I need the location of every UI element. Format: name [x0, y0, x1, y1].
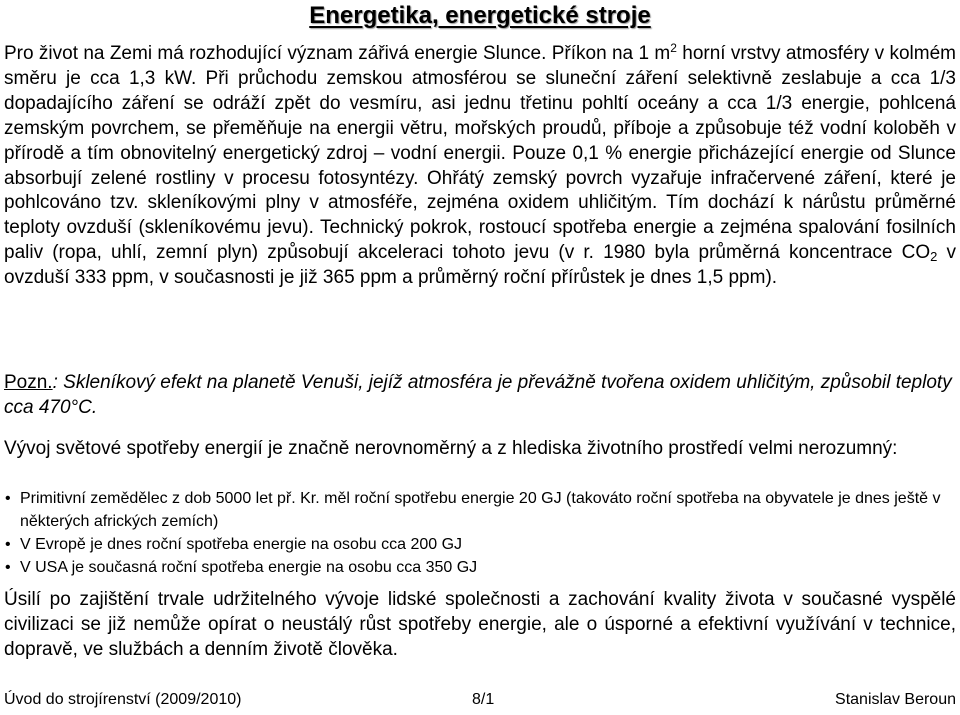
consumption-list [4, 487, 956, 579]
footer-page-number: 8/1 [472, 691, 495, 708]
footer [0, 689, 960, 711]
footer-course: Úvod do strojírenství (2009/2010) [4, 691, 242, 708]
superscript-2: 2 [670, 41, 677, 55]
footer-author: Stanislav Beroun [835, 691, 956, 708]
paragraph-sustainability: Úsilí po zajištění trvale udržitelného vývoje lidské společnosti a zachování kvality života v současné vyspělé civilizaci se již nemůže opírat o neustálý růst spotřeby energie, ale o úsporné a efektivní využívání v technice, dopravě, ve službách a denním životě člověka. [4, 589, 956, 660]
paragraph-intro-part-c: v ovzduší 333 ppm, v současnosti je již 365 ppm a průměrný roční přírůstek je dnes 1,5 ppm). [4, 242, 957, 289]
list-item: • V Evropě je dnes roční spotřeba energie na osobu cca 200 GJ [4, 533, 956, 556]
note-text: : Skleníkový efekt na planetě Venuši, jejíž atmosféra je převážně tvořena oxidem uhličitým, způsobil teploty cca 470°C. [4, 372, 952, 418]
subscript-2: 2 [930, 249, 938, 265]
paragraph-intro [4, 42, 956, 291]
note-paragraph [4, 370, 956, 420]
page-title: Energetika, energetické stroje [309, 2, 651, 29]
list-item: • V USA je současná roční spotřeba energie na osobu cca 350 GJ [4, 556, 956, 579]
paragraph-intro-part-a: Pro život na Zemi má rozhodující význam zářivá energie Slunce. Příkon na 1 m [4, 43, 671, 64]
note-label: Pozn. [4, 372, 53, 393]
paragraph-intro-part-b: horní vrstvy atmosféry v kolmém směru je cca 1,3 kW. Při průchodu zemskou atmosférou se sluneční záření selektivně zeslabuje a cca 1/3 dopadajícího záření se odráží zpět do vesmíru, asi jednu třetinu pohltí oceány a cca 1/3 energie, pohlcená zemským povrchem, se přeměňuje na energii větru, mořských proudů, příboje a způsobuje též vodní koloběh v přírodě a tím obnovitelný energetický zdroj – vodní energii. Pouze 0,1 % energie přicházející energie od Slunce absorbují zelené rostliny v procesu fotosyntézy. Ohřátý zemský povrch vyzařuje infračervené záření, které je pohlcováno tzv. skleníkovými plny v atmosféře, zejména oxidem uhličitým. Tím dochází k nárůstu průměrné teploty ovzduší (skleníkovému jevu). Technický pokrok, rostoucí spotřeba energie a zejména spalování fosilních paliv (ropa, uhlí, zemní plyn) způsobují akceleraci tohoto jevu (v r. 1980 byla průměrná koncentrace CO [4, 43, 956, 264]
list-item: • Primitivní zemědělec z dob 5000 let př. Kr. měl roční spotřebu energie 20 GJ (takováto roční spotřeba na obyvatele je dnes ještě v některých afrických zemích) [4, 487, 956, 533]
paragraph-energy-consumption: Vývoj světové spotřeby energií je značně nerovnoměrný a z hlediska životního prostředí velmi nerozumný: [4, 438, 898, 459]
